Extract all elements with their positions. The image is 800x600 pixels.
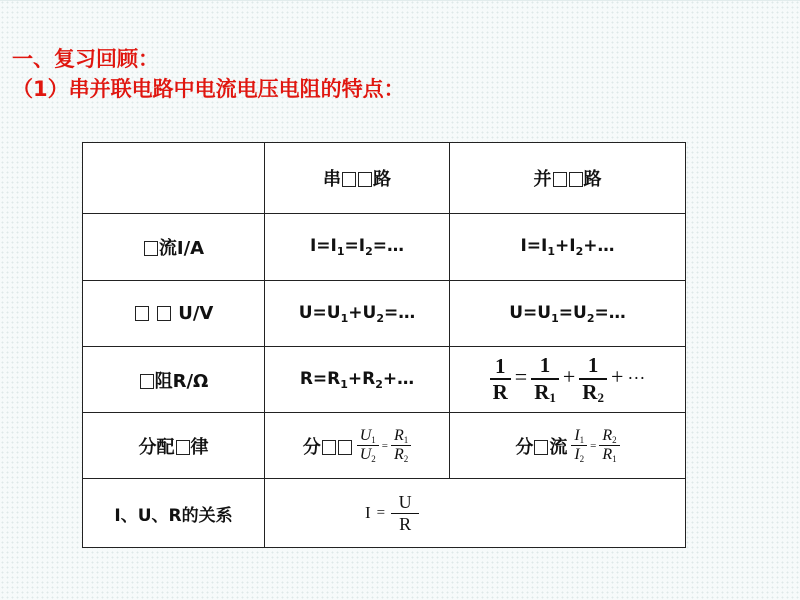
voltage-series-formula: $U=U_1+U_2=\dots$ [298, 302, 416, 325]
missing-glyph-box [534, 440, 548, 455]
missing-glyph-box [569, 172, 583, 187]
equals-sign: = [376, 504, 386, 521]
ohm-lhs: I [365, 503, 371, 522]
fraction-r1: $\frac{1}{R_1}$ [531, 353, 559, 405]
missing-glyph-box [338, 440, 352, 455]
ohm-formula [265, 492, 685, 534]
resistance-label [83, 367, 264, 393]
plus-sign: + [562, 364, 576, 390]
current-series-cell [265, 214, 450, 281]
missing-glyph-box [140, 374, 154, 389]
current-series-formula: $I=I_1=I_2=\dots$ [309, 236, 405, 258]
resistance-label-text: 阻R/Ω [154, 370, 209, 392]
current-divider-label: 分 流 [515, 436, 568, 458]
parallel-char-2: 路 [583, 169, 602, 190]
voltage-label-text: U/V [178, 303, 214, 324]
parallel-char-1: 并 [533, 169, 552, 190]
missing-glyph-box [358, 172, 372, 187]
voltage-label [83, 303, 264, 324]
equals-sign: = [590, 439, 597, 452]
missing-glyph-box [144, 241, 158, 256]
equals-sign: = [381, 439, 388, 452]
header-series-label [265, 165, 449, 191]
voltage-ratio-fraction: $\frac{U_1}{U_2}$ [357, 427, 379, 465]
law-label-cell [83, 413, 265, 479]
comparison-table [82, 142, 686, 548]
section-heading: 一、复习回顾： [12, 47, 159, 71]
current-parallel-formula: $I=I_1+I_2+\dots$ [520, 236, 615, 258]
top-edge-line [0, 0, 800, 1]
current-label-cell [83, 214, 265, 281]
current-row [83, 214, 686, 281]
resistance-series-formula: $R=R_1+R_2+\dots$ [299, 368, 415, 391]
missing-glyph-box [176, 440, 190, 455]
section-subheading: （1）串并联电路中电流电压电阻的特点： [12, 77, 405, 101]
resistance-row [83, 347, 686, 413]
ohm-formula-cell [265, 479, 686, 548]
resistance-ratio-fraction: $\frac{R_1}{R_2}$ [391, 427, 411, 465]
current-parallel-cell [450, 214, 686, 281]
missing-glyph-box [342, 172, 356, 187]
comparison-table-wrapper [82, 142, 685, 547]
series-char-2: 路 [373, 169, 391, 190]
ohm-label-cell [83, 479, 265, 548]
current-divider-formula [450, 427, 685, 465]
voltage-parallel-formula: $U=U_1=U_2=\dots$ [509, 302, 626, 325]
missing-glyph-box [157, 306, 171, 321]
header-parallel-cell [450, 143, 686, 214]
current-label-text: 流I/A [158, 238, 205, 259]
ohm-fraction: $\frac{U}{R}$ [391, 492, 419, 534]
missing-glyph-box [322, 440, 336, 455]
ohm-law-row [83, 479, 686, 548]
voltage-divider-label: 分 [303, 433, 353, 459]
law-label: 分配 律 [138, 436, 209, 458]
law-parallel-cell [450, 413, 686, 479]
resistance-label-cell [83, 347, 265, 413]
current-ratio-fraction: $\frac{I_1}{I_2}$ [571, 427, 587, 465]
voltage-series-cell [265, 281, 450, 347]
ohm-label: I、U、R的关系 [114, 505, 233, 526]
voltage-row [83, 281, 686, 347]
voltage-label-cell [83, 281, 265, 347]
header-corner-cell [83, 143, 265, 214]
voltage-parallel-cell [450, 281, 686, 347]
equals-sign: = [514, 364, 528, 390]
current-label [83, 234, 264, 260]
header-parallel-label [450, 165, 685, 191]
law-series-cell [265, 413, 450, 479]
resistance-series-cell [265, 347, 450, 413]
plus-sign: + [610, 364, 624, 390]
resistance-parallel-cell [450, 347, 686, 413]
header-row [83, 143, 686, 214]
fraction-r2: $\frac{1}{R_2}$ [579, 353, 607, 405]
header-series-cell [265, 143, 450, 214]
resistance-parallel-formula [450, 353, 685, 405]
missing-glyph-box [553, 172, 567, 187]
voltage-divider-formula [265, 427, 449, 465]
inverse-resistance-ratio-fraction: $\frac{R_2}{R_1}$ [599, 427, 619, 465]
distribution-law-row [83, 413, 686, 479]
series-char-1: 串 [323, 169, 341, 190]
fraction-total: $\frac{1}{R}$ [490, 354, 511, 404]
missing-glyph-box [135, 306, 149, 321]
ellipsis: ··· [627, 368, 646, 389]
